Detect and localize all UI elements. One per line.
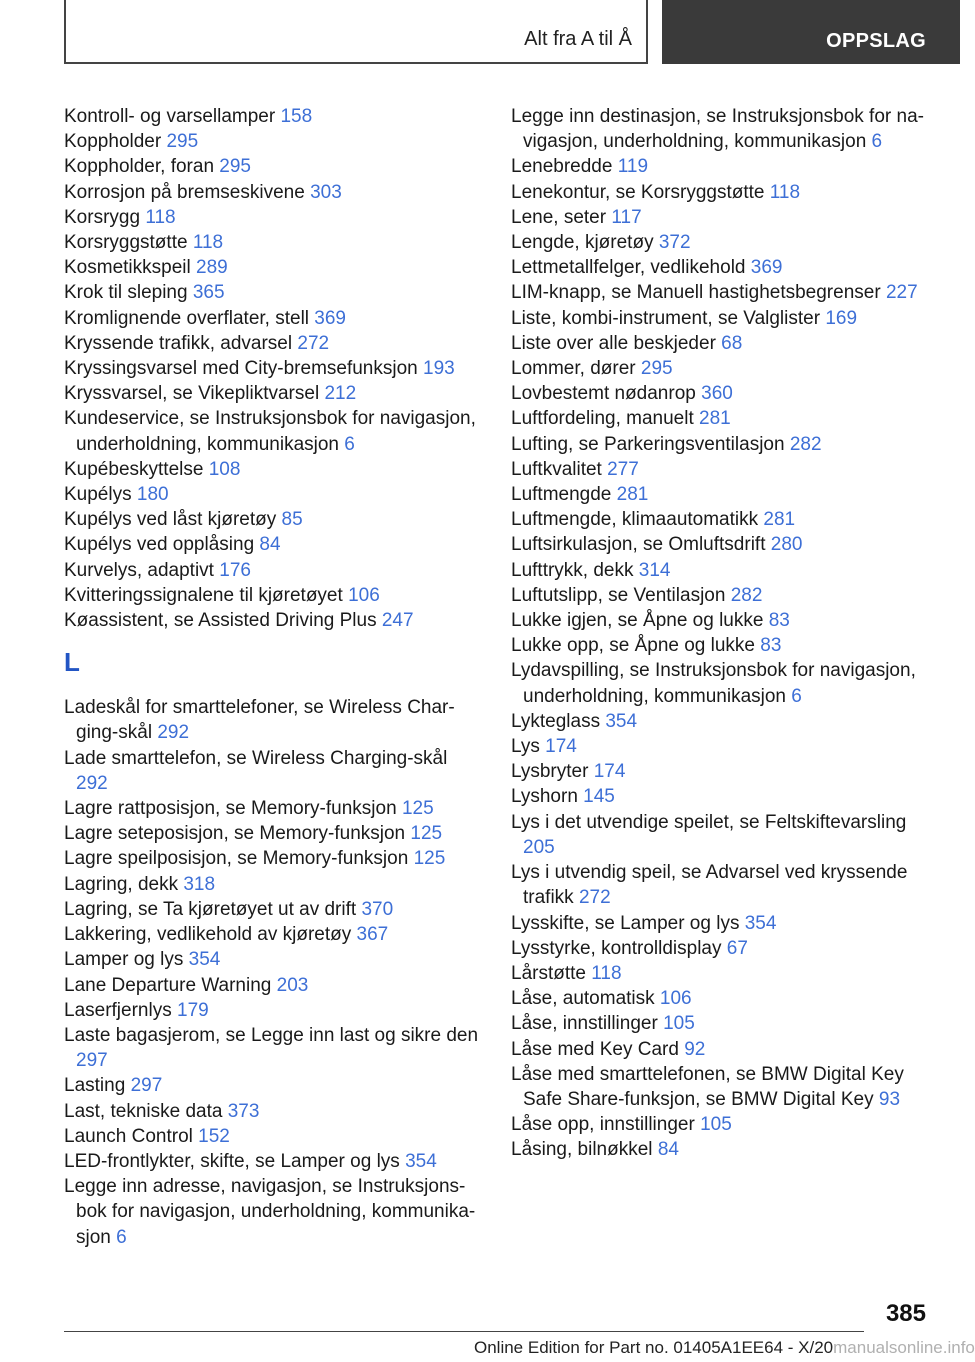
index-page-link[interactable]: 125 — [413, 848, 446, 870]
index-entry — [64, 306, 484, 331]
index-entry — [64, 381, 484, 406]
index-entry — [511, 633, 931, 658]
index-entry — [511, 280, 931, 305]
index-entry-text: Luftsirkulasjon, se Omluftsdrift — [511, 534, 766, 556]
index-entry — [511, 1112, 931, 1137]
index-entry-text: Liste over alle beskjeder — [511, 332, 716, 354]
index-entry-text: Legge inn destinasjon, se Instruksjonsbok for navigasjon, underholdning, kommunikasjon — [511, 106, 924, 153]
index-entry-text: Lukke igjen, se Åpne og lukke — [511, 610, 764, 632]
index-entry — [64, 280, 484, 305]
index-page-link[interactable]: 6 — [116, 1226, 127, 1248]
index-page-link[interactable]: 354 — [405, 1150, 437, 1172]
index-page-link[interactable]: 203 — [276, 974, 309, 996]
index-page-link[interactable]: 118 — [769, 181, 801, 203]
index-entry — [64, 104, 484, 129]
index-letter-heading: L — [64, 647, 80, 678]
index-entry — [64, 356, 484, 381]
index-entry-text: Lysskifte, se Lamper og lys — [511, 912, 740, 934]
index-page-link[interactable]: 105 — [700, 1114, 732, 1136]
footer — [474, 1338, 975, 1358]
index-entry-text: Lenebredde — [511, 156, 613, 178]
index-entry — [511, 331, 931, 356]
index-entry-text: Låse, automatisk — [511, 988, 655, 1010]
index-entry-text: Luftfordeling, manuelt — [511, 408, 694, 430]
index-page-link[interactable]: 367 — [356, 924, 389, 946]
index-page-link[interactable]: 282 — [730, 584, 763, 606]
index-entry-text: Lukke opp, se Åpne og lukke — [511, 635, 756, 657]
index-entry-text: Lettmetallfelger, vedlikehold — [511, 257, 746, 279]
index-page-link[interactable]: 212 — [324, 383, 357, 405]
index-entry — [64, 897, 484, 922]
index-entry — [511, 356, 931, 381]
index-entry — [511, 558, 931, 583]
section-tab[interactable] — [662, 0, 960, 64]
index-entry — [511, 180, 931, 205]
index-entry — [511, 986, 931, 1011]
index-entry — [64, 457, 484, 482]
index-page-link[interactable]: 180 — [136, 484, 169, 506]
index-page-link[interactable]: 6 — [791, 685, 802, 707]
index-entry-text: Ladeskål for smarttelefoner, se Wireless Charging-skål — [64, 697, 455, 744]
index-page-link[interactable]: 117 — [611, 206, 642, 228]
index-entry-text: Lufttrykk, dekk — [511, 559, 634, 581]
index-page-link[interactable]: 297 — [130, 1075, 163, 1097]
index-entry — [511, 784, 931, 809]
index-entry — [511, 1062, 931, 1112]
index-page-link[interactable]: 281 — [616, 484, 649, 506]
index-entry-text: Lakkering, vedlikehold av kjøretøy — [64, 924, 352, 946]
index-entry-text: Lårstøtte — [511, 962, 586, 984]
index-entry — [511, 205, 931, 230]
index-entry-text: Krok til sleping — [64, 282, 188, 304]
index-entry-text: Korrosjon på bremseskivene — [64, 181, 305, 203]
index-entry-text: Lys i det utvendige speilet, se Feltskiftevarsling — [511, 811, 907, 833]
index-entry-text: Kupélys ved opplåsing — [64, 534, 255, 556]
footer-edition: Online Edition for Part no. 01405A1EE64 - X/20 — [474, 1338, 834, 1357]
page-number: 385 — [885, 1300, 926, 1327]
index-page-link[interactable]: 292 — [157, 722, 190, 744]
index-entry-text: Last, tekniske data — [64, 1100, 223, 1122]
index-page-link[interactable]: 105 — [663, 1013, 695, 1035]
index-entry — [64, 230, 484, 255]
index-page-link[interactable]: 93 — [878, 1088, 901, 1110]
index-entry — [511, 406, 931, 431]
index-entry — [64, 998, 484, 1023]
index-page-link[interactable]: 108 — [208, 458, 241, 480]
index-entry-text: Låse med smarttelefonen, se BMW Digital Key Safe Share-funksjon, se BMW Digital Key — [511, 1063, 904, 1110]
index-page-link[interactable]: 277 — [607, 458, 639, 480]
index-entry-text: Lagring, dekk — [64, 873, 179, 895]
index-entry — [64, 482, 484, 507]
index-page-link[interactable]: 193 — [423, 358, 455, 380]
index-entry-text: Korsrygg — [64, 206, 141, 228]
index-entry-text: Lade smarttelefon, se Wireless Charging-skål — [64, 747, 448, 769]
index-entry — [511, 860, 931, 910]
index-entry-text: Lydavspilling, se Instruksjonsbok for navigasjon, underholdning, kommunikasjon — [511, 660, 916, 707]
index-entry-text: Kupébeskyttelse — [64, 458, 204, 480]
index-entry-text: Lyshorn — [511, 786, 578, 808]
index-page-link[interactable]: 369 — [750, 257, 783, 279]
index-entry-text: Låse, innstillinger — [511, 1013, 658, 1035]
index-entry-text: LED-frontlykter, skifte, se Lamper og lys — [64, 1150, 400, 1172]
index-entry-text: Legge inn adresse, navigasjon, se Instruksjonsbok for navigasjon, underholdning, kommunikasjon — [64, 1176, 476, 1248]
index-entry-text: Lagring, se Ta kjøretøyet ut av drift — [64, 898, 357, 920]
index-entry-text: Lykteglass — [511, 710, 601, 732]
index-column-left — [64, 104, 484, 1250]
index-entry-text: Lagre speilposisjon, se Memory-funksjon — [64, 848, 409, 870]
index-entry-text: Laste bagasjerom, se Legge inn last og sikre den — [64, 1024, 479, 1046]
index-entry-text: Kryssvarsel, se Vikepliktvarsel — [64, 383, 320, 405]
index-page-link[interactable]: 272 — [578, 887, 611, 909]
index-entry-text: Lene, seter — [511, 206, 607, 228]
index-page-link[interactable]: 318 — [183, 873, 216, 895]
index-entry-text: Køassistent, se Assisted Driving Plus — [64, 610, 377, 632]
index-page-link[interactable]: 174 — [593, 761, 626, 783]
index-entry-text: Lagre seteposisjon, se Memory-funksjon — [64, 823, 406, 845]
index-page-link[interactable]: 152 — [198, 1125, 230, 1147]
index-entry-text: Kryssingsvarsel med City-bremsefunksjon — [64, 358, 418, 380]
index-entry — [511, 381, 931, 406]
index-entry — [64, 331, 484, 356]
index-page-link[interactable]: 145 — [583, 786, 615, 808]
index-entry-text: Koppholder, foran — [64, 156, 215, 178]
index-entry — [511, 507, 931, 532]
index-entry — [511, 709, 931, 734]
index-page-link[interactable]: 67 — [726, 937, 748, 959]
index-page-link[interactable]: 297 — [76, 1050, 108, 1072]
index-entry — [511, 583, 931, 608]
index-page-link[interactable]: 314 — [638, 559, 671, 581]
index-page-link[interactable]: 92 — [684, 1038, 706, 1060]
index-entry — [64, 1124, 484, 1149]
index-page-link[interactable]: 281 — [699, 408, 731, 430]
index-entry — [511, 154, 931, 179]
index-entry — [64, 532, 484, 557]
index-page-link[interactable]: 282 — [789, 433, 822, 455]
index-entry-text: Lysstyrke, kontrolldisplay — [511, 937, 722, 959]
index-entry-text: Lys — [511, 736, 540, 758]
index-entry — [511, 608, 931, 633]
index-entry-text: Lufting, se Parkeringsventilasjon — [511, 433, 785, 455]
index-entry-text: Lys i utvendig speil, se Advarsel ved kryssende trafikk — [511, 862, 908, 909]
index-entry — [64, 1073, 484, 1098]
index-page-link[interactable]: 354 — [744, 912, 777, 934]
index-entry-text: Koppholder — [64, 131, 162, 153]
index-entry — [64, 973, 484, 998]
index-page-link[interactable]: 106 — [659, 988, 692, 1010]
index-entry — [511, 1037, 931, 1062]
index-entry — [64, 180, 484, 205]
index-page-link[interactable]: 118 — [192, 232, 224, 254]
index-entry — [64, 406, 484, 456]
index-page-link[interactable]: 106 — [348, 584, 380, 606]
index-entry — [511, 457, 931, 482]
index-page-link[interactable]: 227 — [885, 282, 918, 304]
index-entry — [64, 1023, 484, 1073]
index-entry-text: Låsing, bilnøkkel — [511, 1139, 653, 1161]
index-page-link[interactable]: 360 — [701, 383, 733, 405]
index-entry — [511, 532, 931, 557]
index-page-link[interactable]: 176 — [219, 559, 251, 581]
index-page-link[interactable]: 303 — [310, 181, 342, 203]
index-page-link[interactable]: 119 — [617, 156, 649, 178]
index-page-link[interactable]: 373 — [227, 1100, 260, 1122]
index-entry — [511, 658, 931, 708]
index-entry-text: Kvitteringssignalene til kjøretøyet — [64, 584, 343, 606]
index-entry-text: Kurvelys, adaptivt — [64, 559, 214, 581]
index-entry — [511, 734, 931, 759]
index-entry — [64, 583, 484, 608]
index-entry — [64, 608, 484, 633]
index-entry — [64, 558, 484, 583]
index-entry-text: Låse opp, innstillinger — [511, 1114, 695, 1136]
index-page-link[interactable]: 85 — [281, 509, 303, 531]
index-entry — [511, 1137, 931, 1162]
index-entry-text: Laserfjernlys — [64, 999, 172, 1021]
index-entry — [64, 205, 484, 230]
index-page-link[interactable]: 280 — [770, 534, 803, 556]
index-page-link[interactable]: 169 — [825, 307, 858, 329]
index-entry — [511, 230, 931, 255]
index-entry — [64, 1149, 484, 1174]
index-entry-text: Kundeservice, se Instruksjonsbok for navigasjon, underholdning, kommunikasjon — [64, 408, 476, 455]
index-page-link[interactable]: 83 — [768, 610, 790, 632]
index-page-link[interactable]: 84 — [657, 1139, 679, 1161]
section-tab-label: OPPSLAG — [826, 30, 926, 52]
index-page-link[interactable]: 125 — [410, 823, 443, 845]
index-page-link[interactable]: 272 — [297, 332, 330, 354]
index-entry-text: LIM-knapp, se Manuell hastighetsbegrenser — [511, 282, 881, 304]
index-entry — [64, 746, 484, 796]
index-entry-text: Lysbryter — [511, 761, 589, 783]
index-entry — [64, 695, 484, 745]
index-entry-text: Luftkvalitet — [511, 458, 602, 480]
index-entry — [511, 1011, 931, 1036]
index-page-link[interactable]: 365 — [192, 282, 225, 304]
index-entry — [511, 961, 931, 986]
footer-divider — [64, 1331, 864, 1332]
index-entry — [64, 922, 484, 947]
index-entry — [511, 911, 931, 936]
index-entry — [511, 306, 931, 331]
index-entry-text: Kupélys ved låst kjøretøy — [64, 509, 277, 531]
index-entry — [64, 1099, 484, 1124]
index-entry — [64, 255, 484, 280]
index-page-link[interactable]: 292 — [76, 772, 108, 794]
index-page-link[interactable]: 354 — [605, 710, 638, 732]
index-entry-text: Lommer, dører — [511, 358, 636, 380]
index-entry-text: Kontroll- og varsellamper — [64, 106, 276, 127]
index-entry-text: Lagre rattposisjon, se Memory-funksjon — [64, 798, 397, 820]
index-page-link[interactable]: 289 — [196, 257, 228, 279]
index-entry — [511, 482, 931, 507]
index-page-link[interactable]: 158 — [280, 106, 313, 127]
index-entry — [511, 810, 931, 860]
index-entry — [64, 1174, 484, 1250]
index-entry-text: Lengde, kjøretøy — [511, 232, 654, 254]
index-page-link[interactable]: 247 — [381, 610, 414, 632]
index-entry-text: Kryssende trafikk, advarsel — [64, 332, 293, 354]
index-column-right — [511, 104, 931, 1163]
index-entry-text: Luftutslipp, se Ventilasjon — [511, 584, 726, 606]
index-page-link[interactable]: 295 — [166, 131, 199, 153]
header-title: Alt fra A til Å — [524, 28, 632, 50]
index-page-link[interactable]: 370 — [361, 898, 394, 920]
index-page-link[interactable]: 179 — [177, 999, 209, 1021]
index-entry — [511, 432, 931, 457]
index-page-link[interactable]: 84 — [259, 534, 281, 556]
index-entry-text: Lasting — [64, 1075, 126, 1097]
index-page-link[interactable]: 205 — [523, 836, 555, 858]
index-entry-text: Kupélys — [64, 484, 132, 506]
index-entry — [511, 104, 931, 154]
index-entry — [64, 154, 484, 179]
footer-watermark: manualsonline.info — [833, 1338, 975, 1357]
index-entry — [64, 947, 484, 972]
index-entry-text: Lovbestemt nødanrop — [511, 383, 696, 405]
index-page-link[interactable]: 6 — [871, 131, 883, 153]
index-page-link[interactable]: 354 — [188, 949, 221, 971]
header-title-box — [64, 0, 648, 64]
index-entry — [511, 759, 931, 784]
index-entry — [64, 507, 484, 532]
index-entry-text: Lane Departure Warning — [64, 974, 272, 996]
index-entry — [64, 796, 484, 821]
index-entry-text: Lenekontur, se Korsryggstøtte — [511, 181, 765, 203]
index-page-link[interactable]: 295 — [640, 358, 673, 380]
index-page-link[interactable]: 118 — [145, 206, 176, 228]
index-page-link[interactable]: 83 — [760, 635, 782, 657]
index-entry — [64, 872, 484, 897]
index-page-link[interactable]: 295 — [219, 156, 251, 178]
index-entry — [64, 846, 484, 871]
index-page-link[interactable]: 281 — [763, 509, 796, 531]
index-page-link[interactable]: 118 — [591, 962, 622, 984]
index-entry-text: Luftmengde — [511, 484, 612, 506]
index-page-link[interactable]: 174 — [545, 736, 577, 758]
index-entry-text: Kromlignende overflater, stell — [64, 307, 310, 329]
index-page-link[interactable]: 68 — [721, 332, 743, 354]
index-entry-text: Lamper og lys — [64, 949, 184, 971]
index-entry — [511, 255, 931, 280]
index-entry — [64, 129, 484, 154]
index-page-link[interactable]: 369 — [314, 307, 346, 329]
index-page-link[interactable]: 6 — [344, 433, 355, 455]
index-entry-text: Kosmetikkspeil — [64, 257, 191, 279]
index-page-link[interactable]: 372 — [658, 232, 691, 254]
index-entry-text: Korsryggstøtte — [64, 232, 188, 254]
index-entry-text: Luftmengde, klimaautomatikk — [511, 509, 759, 531]
index-entry-text: Launch Control — [64, 1125, 193, 1147]
index-entry-text: Liste, kombi-instrument, se Valglister — [511, 307, 821, 329]
index-entry-text: Låse med Key Card — [511, 1038, 679, 1060]
index-entry — [511, 936, 931, 961]
index-entry — [64, 821, 484, 846]
index-page-link[interactable]: 125 — [401, 798, 434, 820]
